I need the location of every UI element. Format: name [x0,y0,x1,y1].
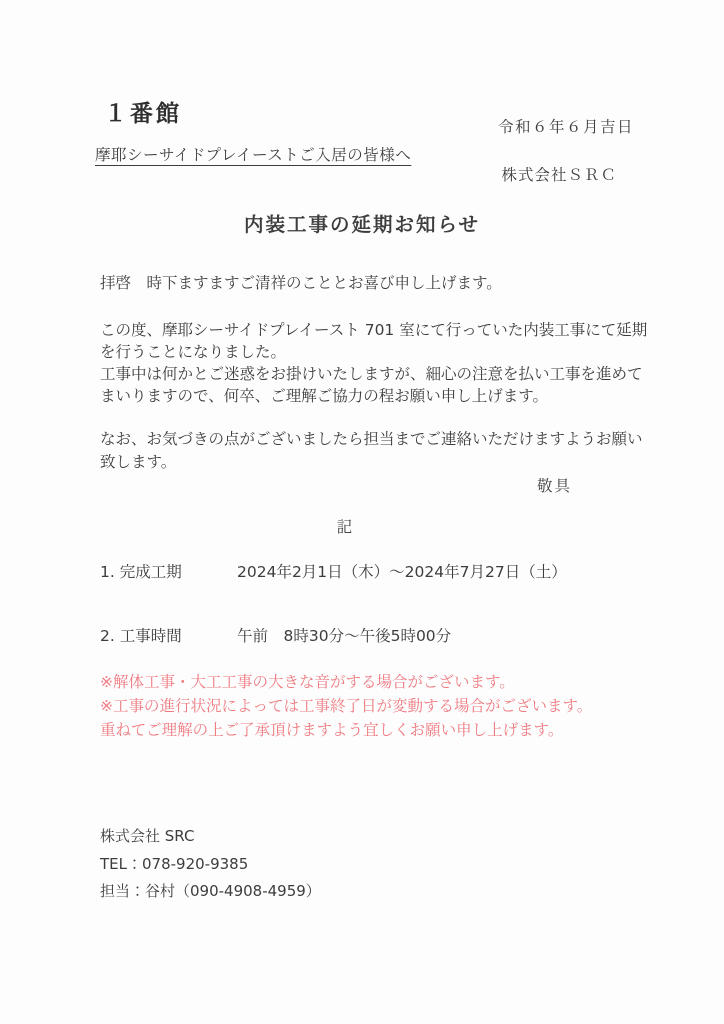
body-paragraph-main [100,319,648,407]
item-value: 午前 8時30分～午後5時00分 [237,627,452,645]
item-value: 2024年2月1日（木）～2024年7月27日（土） [237,563,567,581]
body-line: を行うことになりました。 [100,343,287,361]
body-paragraph-contact [100,428,643,474]
item-label: 1. 完成工期 [100,563,182,581]
schedule-item [100,560,640,582]
warning-line: 重ねてご理解の上ご了承頂けますよう宜しくお願い申し上げます。 [100,721,564,739]
warning-line: ※解体工事・大工工事の大きな音がする場合がございます。 [100,673,515,691]
recipient-line: 摩耶シーサイドプレイーストご入居の皆様へ [95,146,412,164]
item-label: 2. 工事時間 [100,627,182,645]
greeting-line: 拝啓 時下ますますご清祥のこととお喜び申し上げます。 [100,274,502,292]
body-line: 工事中は何かとご迷惑をお掛けいたしますが、細心の注意を払い工事を進めて [100,365,643,383]
footer-contact-person: 担当：谷村（090-4908-4959） [100,882,321,900]
closing-word: 敬具 [536,477,572,495]
body-line: この度、摩耶シーサイドプレイースト 701 室にて行っていた内装工事にて延期 [100,321,648,339]
record-heading: 記 [336,518,354,536]
warning-notes [100,670,592,742]
notice-title: 内装工事の延期お知らせ [244,213,480,236]
sender-company: 株式会社ＳＲＣ [501,166,617,184]
hours-item [100,624,640,646]
footer-tel: TEL：078-920-9385 [100,854,249,873]
warning-line: ※工事の進行状況によっては工事終了日が変動する場合がございます。 [100,697,593,715]
document-date: 令和６年６月吉日 [497,118,634,136]
body-line: まいりますので、何卒、ご理解ご協力の程お願い申し上げます。 [100,387,548,405]
footer-company: 株式会社 SRC [100,827,195,845]
contact-footer [100,823,321,906]
body-line: 致します。 [100,453,177,471]
building-title: １番館 [104,100,182,127]
body-line: なお、お気づきの点がございましたら担当までご連絡いただけますようお願い [100,430,643,448]
